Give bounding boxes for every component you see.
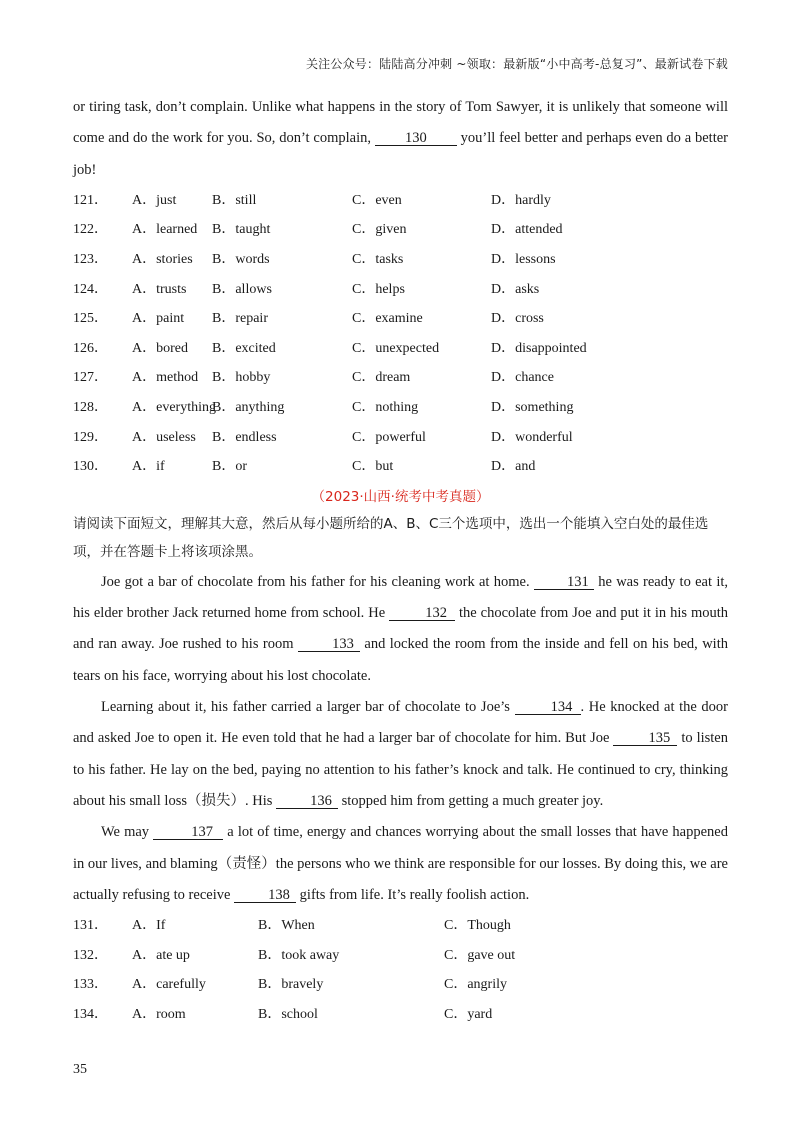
passage-text: and locked the room from the inside and fell on his bed, with tears on his face, worrying about his lost chocolate. xyxy=(73,636,728,684)
option-row xyxy=(73,393,728,423)
option-d: D．attended xyxy=(491,222,563,238)
option-row xyxy=(73,275,728,305)
page-number: 35 xyxy=(73,1062,87,1077)
option-c: C．even xyxy=(352,192,402,208)
option-c: C．yard xyxy=(444,1006,493,1022)
option-c: C．gave out xyxy=(444,947,516,963)
paragraph-3 xyxy=(73,817,728,911)
option-d: D．wonderful xyxy=(491,429,573,445)
option-a: A．learned xyxy=(132,222,198,238)
document-body xyxy=(73,92,728,1029)
question-number: 127． xyxy=(73,370,108,386)
option-a: A．method xyxy=(132,370,199,386)
source-citation: （2023·山西·统考中考真题） xyxy=(311,488,490,505)
option-d: D．chance xyxy=(491,370,554,386)
question-number: 133． xyxy=(73,977,108,993)
question-number: 128． xyxy=(73,400,108,416)
option-row xyxy=(73,363,728,393)
option-b: B．anything xyxy=(212,400,285,416)
option-a: A．If xyxy=(132,918,166,934)
blank-130: 130 xyxy=(375,131,457,146)
blank-131: 131 xyxy=(534,575,594,590)
option-d: D．asks xyxy=(491,281,540,297)
option-c: C．nothing xyxy=(352,400,419,416)
option-c: C．Though xyxy=(444,918,511,934)
option-row xyxy=(73,245,728,275)
option-a: A．paint xyxy=(132,311,185,327)
question-number: 131． xyxy=(73,918,108,934)
passage-text: Joe got a bar of chocolate from his father for his cleaning work at home. xyxy=(101,573,534,590)
blank-133: 133 xyxy=(298,637,360,652)
option-row xyxy=(73,1000,728,1030)
blank-137: 137 xyxy=(153,825,223,840)
option-b: B．endless xyxy=(212,429,277,445)
question-number: 132． xyxy=(73,947,108,963)
option-c: C．angrily xyxy=(444,977,507,993)
option-b: B．hobby xyxy=(212,370,271,386)
option-c: C．unexpected xyxy=(352,340,440,356)
question-number: 126． xyxy=(73,340,108,356)
option-d: D．disappointed xyxy=(491,340,587,356)
passage-text: the chocolate from Joe and put it in his mouth and ran away. Joe rushed to his room xyxy=(73,605,729,653)
question-number: 121． xyxy=(73,192,108,208)
option-c: C．but xyxy=(352,459,394,475)
option-a: A．room xyxy=(132,1006,186,1022)
option-b: B．excited xyxy=(212,340,276,356)
option-c: C．powerful xyxy=(352,429,426,445)
passage-text: gifts from life. It’s really foolish action. xyxy=(296,886,530,903)
passage-text: to listen to his father. He lay on the bed, paying no attention to his father’s knock and talk. He continued to cry, thinking about his small loss（损失）. His xyxy=(73,730,728,809)
question-number: 122． xyxy=(73,222,108,238)
option-b: B．took away xyxy=(258,947,340,963)
option-row xyxy=(73,941,728,971)
passage-text: a lot of time, energy and chances worrying about the small losses that have happened in our lives, and blaming（责怪）the persons who we think are responsible for our losses. By doing this, we are actually refusing to receive xyxy=(73,824,728,903)
question-number: 124． xyxy=(73,281,108,297)
passage-text: or tiring task, don’t complain. Unlike what happens in the story of Tom Sawyer, it is unlikely that someone will come and do the work for you. So, don’t complain, xyxy=(73,99,728,147)
option-row xyxy=(73,215,728,245)
option-a: A．ate up xyxy=(132,947,190,963)
option-a: A．carefully xyxy=(132,977,206,993)
option-a: A．trusts xyxy=(132,281,187,297)
option-b: B．taught xyxy=(212,222,271,238)
option-b: B．words xyxy=(212,252,270,268)
page-header: 关注公众号：陆陆高分冲刺 ~领取：最新版“小中高考-总复习”、最新试卷下载 xyxy=(305,57,728,71)
question-number: 125． xyxy=(73,311,108,327)
passage-text: . He knocked at the door and asked Joe to open it. He even told that he had a larger bar of chocolate for him. But Joe xyxy=(73,699,728,747)
blank-136: 136 xyxy=(276,794,338,809)
option-a: A．just xyxy=(132,192,177,208)
option-b: B．or xyxy=(212,459,247,475)
option-row xyxy=(73,452,728,482)
option-b: B．bravely xyxy=(258,977,324,993)
passage-text: he was ready to eat it, his elder brother Jack returned home from school. He xyxy=(73,573,729,622)
option-row xyxy=(73,334,728,364)
option-d: D．and xyxy=(491,459,536,475)
blank-135: 135 xyxy=(613,731,677,746)
paragraph-2 xyxy=(73,692,728,817)
option-a: A．if xyxy=(132,459,165,475)
options-131-134 xyxy=(73,911,728,1029)
option-c: C．dream xyxy=(352,370,411,386)
option-c: C．helps xyxy=(352,281,405,297)
blank-134: 134 xyxy=(515,700,581,715)
question-number: 123． xyxy=(73,252,108,268)
passage-text: Learning about it, his father carried a larger bar of chocolate to Joe’s xyxy=(101,699,515,716)
option-a: A．stories xyxy=(132,252,193,268)
option-a: A．useless xyxy=(132,429,196,445)
option-row xyxy=(73,423,728,453)
option-b: B．When xyxy=(258,918,315,934)
question-number: 129． xyxy=(73,429,108,445)
option-row xyxy=(73,911,728,941)
question-number: 134． xyxy=(73,1006,108,1022)
instructions: 请阅读下面短文，理解其大意，然后从每小题所给的A、B、C三个选项中，选出一个能填入空白处的最佳选项，并在答题卡上将该项涂黑。 xyxy=(73,515,709,560)
passage-text: you’ll feel better and perhaps even do a better job! xyxy=(73,130,729,178)
option-c: C．tasks xyxy=(352,252,404,268)
option-a: A．bored xyxy=(132,340,188,356)
option-b: B．still xyxy=(212,192,257,208)
option-d: D．something xyxy=(491,400,574,416)
passage-continuation xyxy=(73,92,728,186)
blank-138: 138 xyxy=(234,888,296,903)
option-c: C．examine xyxy=(352,311,423,327)
option-d: D．hardly xyxy=(491,192,551,208)
option-row xyxy=(73,186,728,216)
option-b: B．repair xyxy=(212,311,268,327)
option-d: D．lessons xyxy=(491,252,556,268)
option-row xyxy=(73,304,728,334)
question-number: 130． xyxy=(73,459,108,475)
option-d: D．cross xyxy=(491,311,544,327)
option-b: B．school xyxy=(258,1006,318,1022)
blank-132: 132 xyxy=(389,606,455,621)
passage-text: We may xyxy=(101,824,154,841)
option-a: A．everything xyxy=(132,400,216,416)
option-c: C．given xyxy=(352,222,407,238)
passage-text: stopped him from getting a much greater joy. xyxy=(338,792,604,809)
options-121-130 xyxy=(73,186,728,482)
paragraph-1 xyxy=(73,567,728,692)
option-b: B．allows xyxy=(212,281,272,297)
option-row xyxy=(73,970,728,1000)
